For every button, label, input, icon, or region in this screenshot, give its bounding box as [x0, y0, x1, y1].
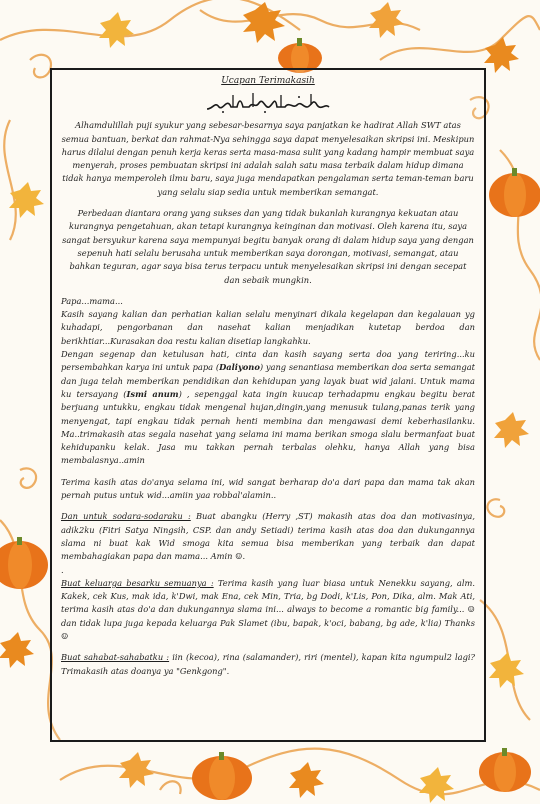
friends-paragraph: Buat sahabat-sahabatku : iin (kecoa), rina (salamander), riri (mentel), kapan kita ngumpul2 lagi? Trimakasih atas doanya ya "Genkgong".	[61, 652, 475, 676]
mother-name: Ismi anum	[126, 388, 179, 399]
parents-paragraph-1: Kasih sayang kalian dan perhatian kalian selalu menyinari dikala kegelapan dan kegalauan yg kuhadapi, pengorbanan dan nasehat kalian menjadikan kutetap berdoa dan berikhtiar...Kurasakan doa restu kalian disetiap langkahku.	[61, 309, 475, 346]
friends-heading: Buat sahabat-sahabatku :	[61, 652, 170, 663]
parents-salutation: Papa...mama...	[61, 295, 123, 306]
pumpkin-left	[0, 537, 48, 589]
siblings-paragraph: Dan untuk sodara-sodaraku : Buat abangku (Herry ,ST) makasih atas doa dan motivasinya, adik2ku (Fitri Satya Ningsih, CSP. dan andy Setiadi) terima kasih atas doa dan dukungannya slama ni buat kak Wid smoga kita semua bisa memberikan yang terbaik dan dapat membahagiakan papa dan mama... Amin ☺.	[61, 511, 475, 562]
page-title: Ucapan Terimakasih	[221, 76, 315, 86]
separator-dot: .	[61, 564, 64, 575]
parents-closing: Terima kasih atas do'anya selama ini, wid sangat berharap do'a dari papa dan mama tak akan pernah putus untuk wid...amiin yaa robbal'alamin..	[61, 476, 475, 501]
intro-paragraph: Alhamdulillah puji syukur yang sebesar-besarnya saya panjatkan ke hadirat Allah SWT atas semua bantuan, berkat dan rahmat-Nya sehingga saya dapat menyelesaikan skripsi ini. Meskipun harus dilalui dengan penuh kerja keras serta masa-masa sulit yang kadang hampir membuat saya menyerah, proses pembuatan skripsi ini adalah salah satu masa terbaik dalam hidup dimana tidak hanya memperoleh ilmu baru, saya juga mendapatkan pengalaman serta teman-teman baru yang selalu siap sedia untuk memberikan semangat.	[61, 120, 475, 197]
basmala-calligraphy-icon	[203, 91, 333, 115]
family-heading: Buat keluarga besarku semuanya :	[61, 577, 214, 588]
pumpkin-bottom	[192, 752, 252, 800]
motivation-paragraph: Perbedaan diantara orang yang sukses dan yang tidak bukanlah kurangnya kekuatan atau kurangnya pengetahuan, akan tetapi kurangnya keinginan dan motivasi. Oleh karena itu, saya sangat bersyukur karena saya mempunyai begitu banyak orang di dalam hidup saya yang dengan sepenuh hati selalu berusaha untuk memberikan saya dorongan, motivasi, semangat, atau bahkan teguran, agar saya bisa terus terpacu untuk menyelesaikan skripsi ini dengan secepat dan sebaik mungkin.	[62, 208, 474, 285]
siblings-heading: Dan untuk sodara-sodaraku :	[61, 511, 191, 522]
acknowledgement-frame	[50, 68, 486, 742]
pumpkin-bottom-right	[479, 748, 531, 792]
basmala-calligraphy	[61, 91, 475, 115]
pumpkin-right	[489, 168, 540, 217]
father-name: Daliyono	[219, 362, 260, 373]
family-paragraph: Buat keluarga besarku semuanya : Terima kasih yang luar biasa untuk Nenekku sayang, alm. Kakek, cek Kus, mak ida, k'Dwi, mak Ena, cek Min, Tria, bg Dodi, k'Lis, Pon, Dika, alm. Mak Ati, terima kasih atas do'a dan dukungannya slama ini... always to become a romantic big family... ☺ dan tidak lupa juga kepada keluarga Pak Slamet (ibu, bapak, k'oci, babang, bg ade, k'lia) Thanks☺	[61, 577, 475, 641]
parents-paragraph-2: Dengan segenap dan ketulusan hati, cinta dan kasih sayang serta doa yang teriring...ku persembahkan karya ini untuk papa (Daliyono) yang senantiasa memberikan doa serta semangat dan juga telah memberikan pendidikan dan kehidupan yang layak buat wid jalani. Untuk mama ku tersayang (Ismi anum) , sepenggal kata ingin kuucap terhadapmu engkau begitu berat berjuang untukku, engkau tidak mengenal hujan,dingin,yang menusuk tulang,panas terik yang menyengat, tapi engkau tidak pernah henti membina dan mengawasi demi keberhasilanku. Ma..trimakasih atas segala nasehat yang selama ini mama berikan smoga slalu bermanfaat buat kehidupanku kelak. Jasa mu takkan pernah terbalas olehku, hanya Allah yang bisa membalasnya..amin	[61, 349, 475, 466]
